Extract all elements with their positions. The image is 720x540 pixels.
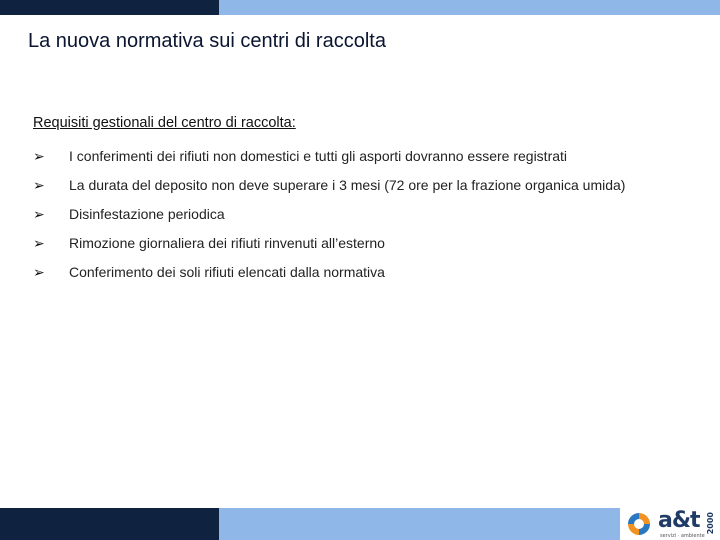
company-logo [620,508,720,540]
arrow-bullet-icon: ➢ [33,148,45,164]
logo-tagline: servizi · ambiente [660,533,705,539]
arrow-bullet-icon: ➢ [33,264,45,280]
list-item [33,146,673,166]
bottom-bar-light [219,508,620,540]
list-item [33,204,673,224]
logo-year: 2000 [706,512,715,535]
bullet-text: La durata del deposito non deve superare i 3 mesi (72 ore per la frazione organica umida) [69,177,626,193]
list-item [33,262,673,282]
top-bar-dark [0,0,219,15]
section-heading: Requisiti gestionali del centro di raccolta: [33,115,296,131]
bottom-bar-dark [0,508,219,540]
top-bar-light [219,0,720,15]
bullet-text: Rimozione giornaliera dei rifiuti rinvenuti all’esterno [69,235,385,251]
bullet-list [33,146,673,291]
list-item [33,175,673,195]
arrow-bullet-icon: ➢ [33,177,45,193]
arrow-bullet-icon: ➢ [33,206,45,222]
list-item [33,233,673,253]
slide-title: La nuova normativa sui centri di raccolta [28,30,386,52]
logo-wordmark: a&t [658,508,700,533]
swirl-logo-icon [622,510,656,538]
bullet-text: Disinfestazione periodica [69,206,225,222]
arrow-bullet-icon: ➢ [33,235,45,251]
bullet-text: I conferimenti dei rifiuti non domestici e tutti gli asporti dovranno essere registrati [69,148,568,164]
bullet-text: Conferimento dei soli rifiuti elencati dalla normativa [69,264,385,280]
